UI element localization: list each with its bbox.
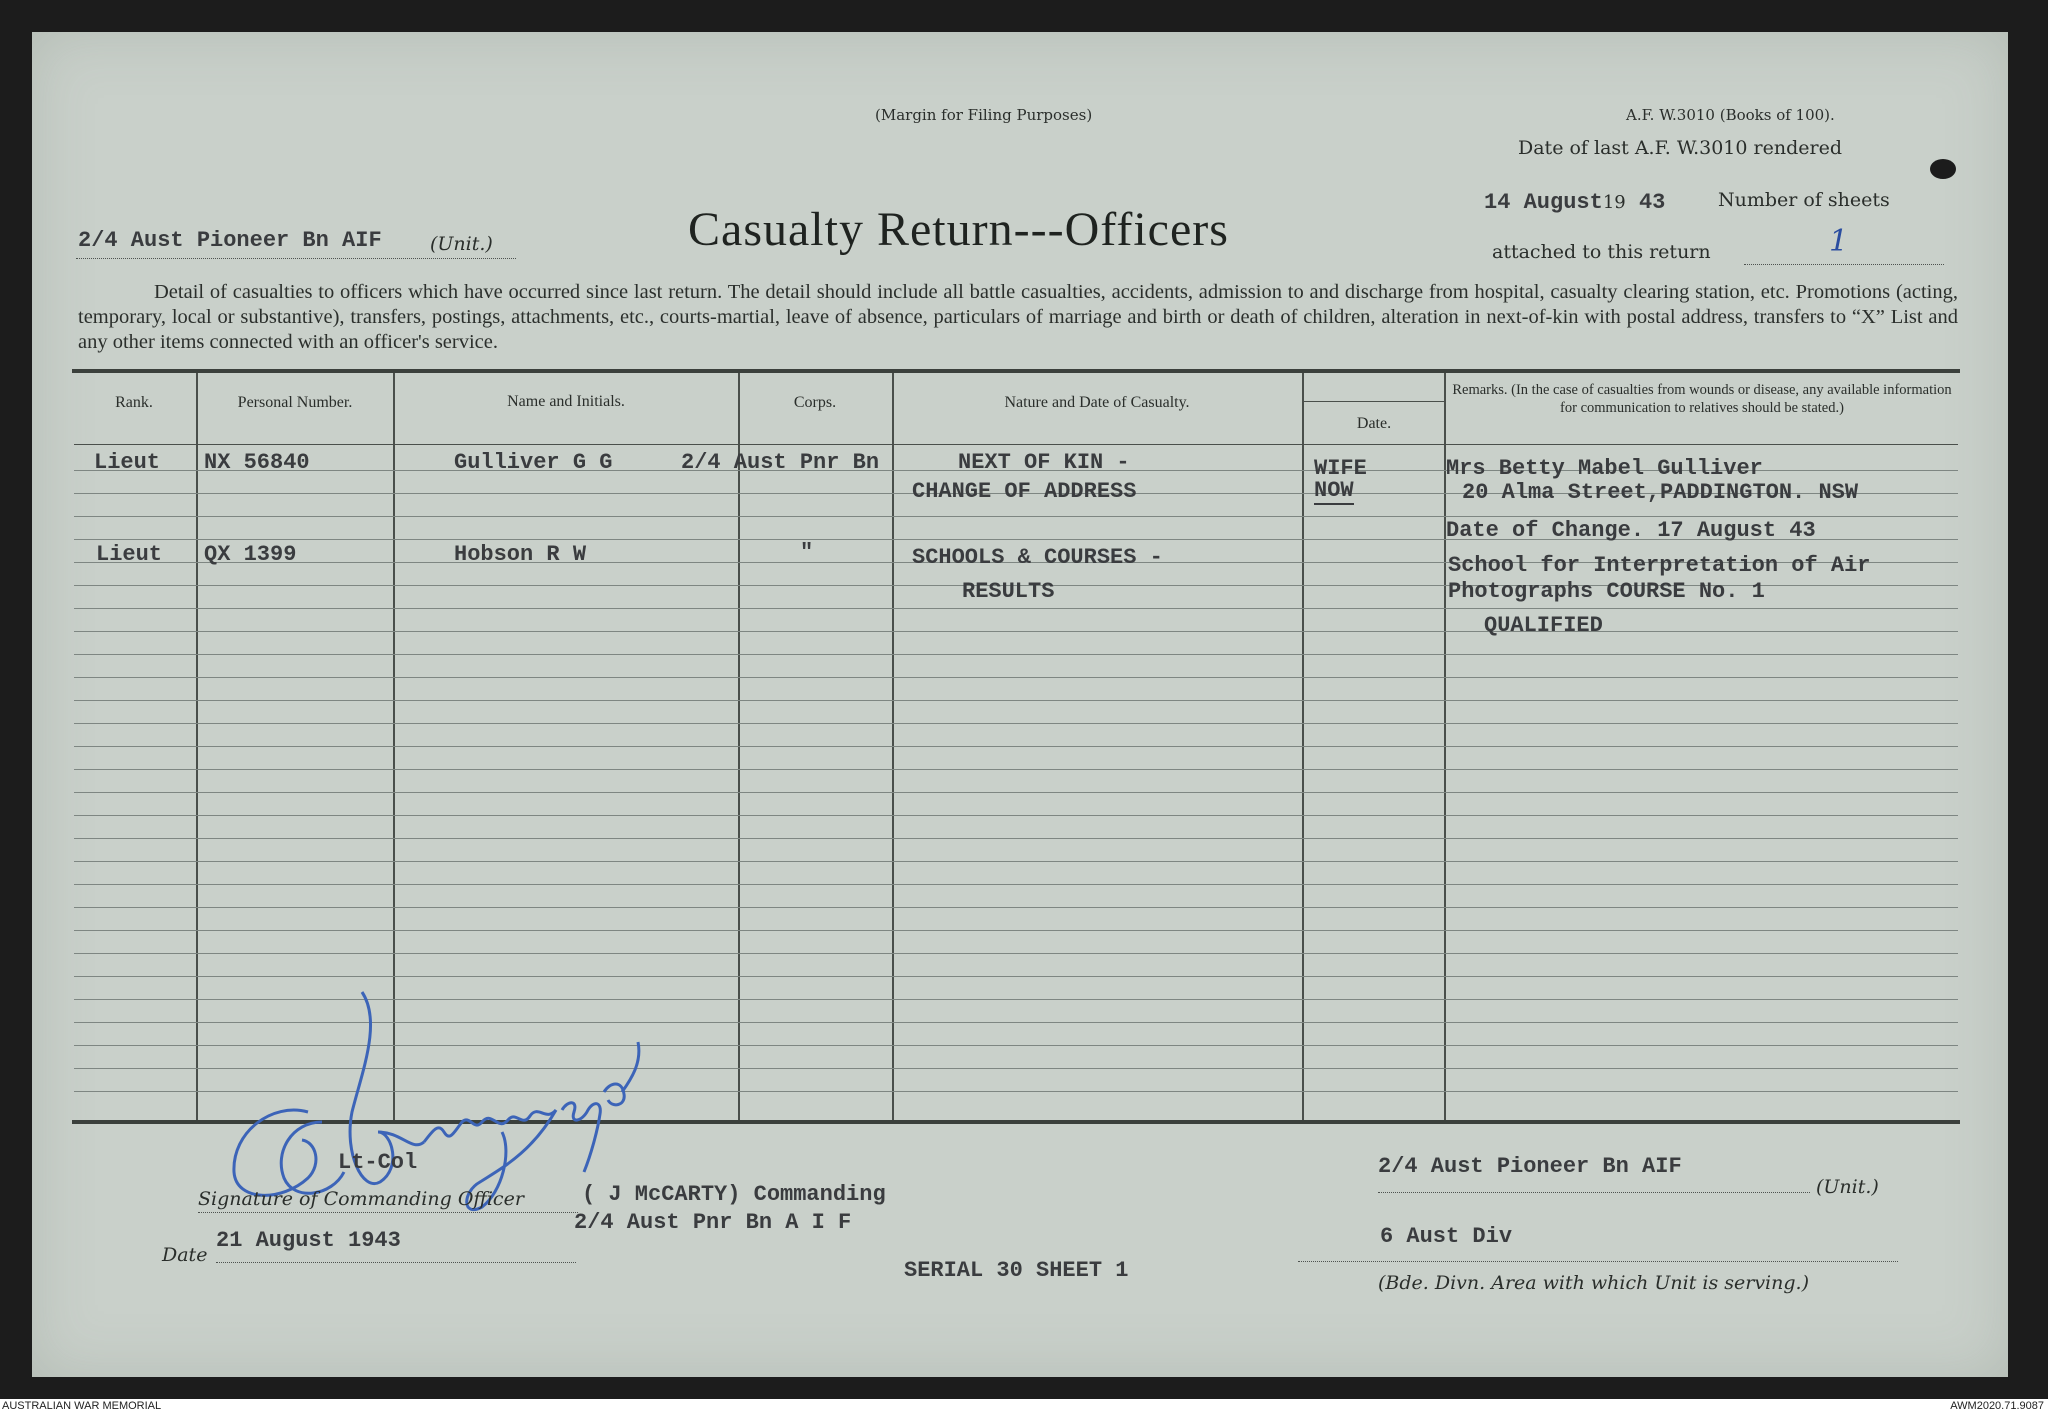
signature-rule bbox=[198, 1212, 578, 1213]
date-rule bbox=[216, 1262, 576, 1263]
unit-value-bottom: 2/4 Aust Pioneer Bn AIF bbox=[1378, 1154, 1682, 1179]
attached-value: 1 bbox=[1829, 224, 1849, 259]
form-title: Casualty Return---Officers bbox=[688, 203, 1229, 256]
unit-rule-bottom bbox=[1378, 1192, 1810, 1193]
table-row-2-personal-number: QX 1399 bbox=[204, 542, 297, 567]
header-rank: Rank. bbox=[115, 394, 153, 411]
signature-label: Signature of Commanding Officer bbox=[198, 1188, 524, 1210]
table-row-1-name: Gulliver G G bbox=[454, 450, 613, 475]
table-row-1-corps: 2/4 Aust Pnr Bn bbox=[681, 450, 880, 475]
ruled-line bbox=[74, 815, 1958, 816]
ruled-line bbox=[74, 516, 1958, 517]
date-value: 21 August 1943 bbox=[216, 1228, 401, 1253]
ruled-line bbox=[74, 677, 1958, 678]
ruled-line bbox=[74, 976, 1958, 977]
archive-caption-bar bbox=[0, 1399, 2048, 1414]
table-row-2-nature-2: RESULTS bbox=[962, 579, 1055, 604]
ruled-line bbox=[74, 884, 1958, 885]
table-row-1-remarks-3: Date of Change. 17 August 43 bbox=[1446, 518, 1816, 543]
unit-label-top: (Unit.) bbox=[430, 233, 493, 255]
date-label: Date bbox=[162, 1244, 208, 1266]
table-row-1-remarks-2: 20 Alma Street,PADDINGTON. NSW bbox=[1462, 480, 1859, 505]
ruled-line bbox=[74, 723, 1958, 724]
margin-note: (Margin for Filing Purposes) bbox=[875, 106, 1093, 124]
header-nature: Nature and Date of Casualty. bbox=[1004, 394, 1190, 411]
ruled-line bbox=[74, 769, 1958, 770]
attached-label: attached to this return bbox=[1492, 241, 1711, 263]
ruled-line bbox=[74, 700, 1958, 701]
ruled-line bbox=[74, 631, 1958, 632]
table-row-1-date-1: WIFE bbox=[1314, 456, 1367, 481]
archive-institution: AUSTRALIAN WAR MEMORIAL bbox=[2, 1400, 162, 1412]
archive-accession: AWM2020.71.9087 bbox=[1950, 1400, 2044, 1412]
form-code: A.F. W.3010 (Books of 100). bbox=[1626, 106, 1835, 124]
instructions: Detail of casualties to officers which have occurred since last return. The detail should include all battle casualties, accidents, admission to and discharge from hospital, casualty clearing station, etc. Promotions (acting, temporary, local or substantive), transfers, postings, attachments, etc., courts-martial, leave of absence, particulars of marriage and birth or death of children, alteration in next-of-kin with postal address, transfers to “X” List and any other items connected with an officer's service. bbox=[78, 281, 1958, 353]
header-corps: Corps. bbox=[793, 394, 837, 411]
ruled-line bbox=[74, 953, 1958, 954]
table-row-1-personal-number: NX 56840 bbox=[204, 450, 310, 475]
table-row-1-date-2: NOW bbox=[1314, 478, 1354, 503]
serial-line: SERIAL 30 SHEET 1 bbox=[904, 1258, 1129, 1283]
table-row-1-rank: Lieut bbox=[94, 450, 161, 475]
last-rendered-label: Date of last A.F. W.3010 rendered bbox=[1518, 137, 1842, 159]
table-row-2-nature-1: SCHOOLS & COURSES - bbox=[912, 545, 1163, 570]
signature-image bbox=[212, 982, 652, 1212]
header-bottom-rule bbox=[74, 444, 1958, 445]
table-row-1-nature-1: NEXT OF KIN - bbox=[958, 450, 1130, 475]
header-remarks: Remarks. (In the case of casualties from wounds or disease, any available information for communication to relatives should be stated.) bbox=[1452, 382, 1952, 416]
header-date: Date. bbox=[1356, 415, 1392, 432]
header-name: Name and Initials. bbox=[507, 393, 625, 410]
ruled-line bbox=[74, 861, 1958, 862]
unit-value-top: 2/4 Aust Pioneer Bn AIF bbox=[78, 228, 382, 253]
ruled-line bbox=[74, 930, 1958, 931]
date-header-rule bbox=[1304, 401, 1444, 402]
header-personal-number: Personal Number. bbox=[237, 394, 353, 411]
table-row-2-name: Hobson R W bbox=[454, 542, 587, 567]
punch-hole bbox=[1930, 159, 1956, 179]
division-value: 6 Aust Div bbox=[1380, 1224, 1513, 1249]
signatory-rank: Lt-Col bbox=[338, 1150, 418, 1175]
document-sheet bbox=[32, 32, 2008, 1377]
ruled-line bbox=[74, 838, 1958, 839]
ruled-line bbox=[74, 792, 1958, 793]
table-row-2-remarks-2: Photographs COURSE No. 1 bbox=[1448, 579, 1765, 604]
commanding-line-1: ( J McCARTY) Commanding bbox=[582, 1182, 886, 1207]
unit-rule-top bbox=[76, 258, 516, 259]
table-row-2-corps: " bbox=[800, 540, 814, 565]
division-rule bbox=[1298, 1261, 1898, 1262]
last-rendered-date: 14 August19 43 bbox=[1484, 190, 1666, 215]
table-row-2-remarks-3: QUALIFIED bbox=[1484, 613, 1603, 638]
table-top-border bbox=[72, 369, 1960, 373]
unit-label-bottom: (Unit.) bbox=[1816, 1176, 1879, 1198]
ruled-line bbox=[74, 654, 1958, 655]
table-row-2-rank: Lieut bbox=[96, 542, 163, 567]
table-row-1-nature-2: CHANGE OF ADDRESS bbox=[912, 479, 1137, 504]
division-label: (Bde. Divn. Area with which Unit is serving.) bbox=[1378, 1272, 1809, 1294]
ruled-line bbox=[74, 608, 1958, 609]
table-row-1-remarks-1: Mrs Betty Mabel Gulliver bbox=[1446, 456, 1763, 481]
attached-rule bbox=[1744, 264, 1944, 265]
sheets-label: Number of sheets bbox=[1718, 189, 1890, 211]
ruled-line bbox=[74, 907, 1958, 908]
commanding-line-2: 2/4 Aust Pnr Bn A I F bbox=[574, 1210, 852, 1235]
ruled-line bbox=[74, 746, 1958, 747]
table-row-2-remarks-1: School for Interpretation of Air bbox=[1448, 553, 1871, 578]
